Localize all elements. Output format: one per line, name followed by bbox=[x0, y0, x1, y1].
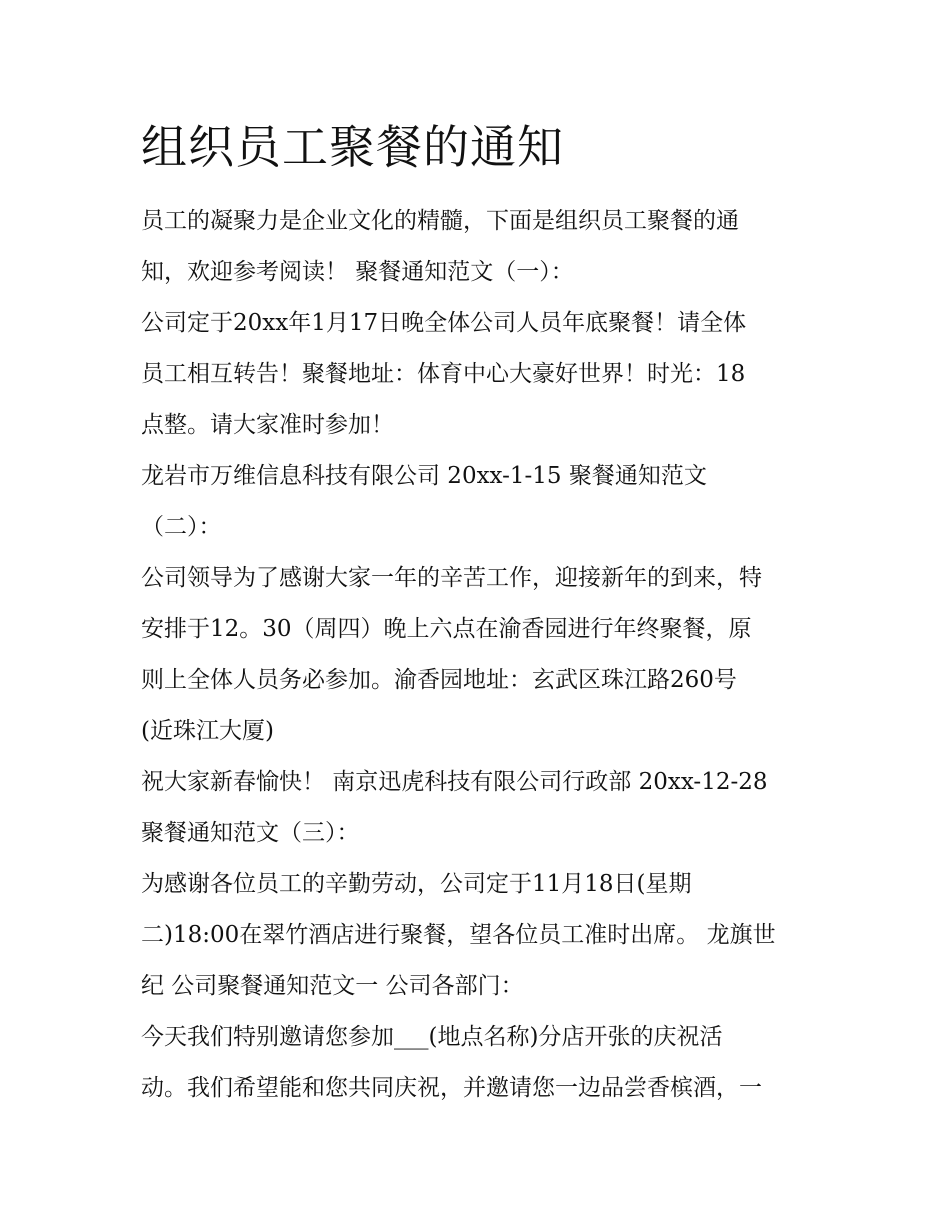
body-line: 公司定于20xx年1月17日晚全体公司人员年底聚餐！请全体 bbox=[141, 310, 747, 336]
document-title: 组织员工聚餐的通知 bbox=[141, 120, 564, 174]
body-line: 二)18:00在翠竹酒店进行聚餐，望各位员工准时出席。 龙旗世 bbox=[141, 922, 776, 948]
body-line: 聚餐通知范文（三）： bbox=[141, 820, 360, 846]
body-line: 祝大家新春愉快！ 南京迅虎科技有限公司行政部 20xx-12-28 bbox=[141, 769, 768, 795]
body-line: 公司领导为了感谢大家一年的辛苦工作，迎接新年的到来，特 bbox=[141, 565, 762, 591]
body-line: 员工的凝聚力是企业文化的精髓，下面是组织员工聚餐的通 bbox=[141, 208, 739, 234]
body-line: （二）： bbox=[141, 514, 222, 540]
body-line: 为感谢各位员工的辛勤劳动，公司定于11月18日(星期 bbox=[141, 871, 692, 897]
body-line: 点整。请大家准时参加！ bbox=[141, 412, 394, 438]
body-line: 则上全体人员务必参加。渝香园地址：玄武区珠江路260号 bbox=[141, 667, 737, 693]
body-line: 员工相互转告！聚餐地址：体育中心大豪好世界！时光：18 bbox=[141, 361, 746, 387]
body-line: 纪 公司聚餐通知范文一 公司各部门： bbox=[141, 973, 524, 999]
body-line: 动。我们希望能和您共同庆祝，并邀请您一边品尝香槟酒，一 bbox=[141, 1075, 762, 1101]
body-line: 知，欢迎参考阅读！ 聚餐通知范文（一）： bbox=[141, 259, 574, 285]
body-line: 今天我们特别邀请您参加___(地点名称)分店开张的庆祝活 bbox=[141, 1024, 723, 1050]
body-line: (近珠江大厦) bbox=[141, 718, 274, 744]
body-line: 安排于12。30（周四）晚上六点在渝香园进行年终聚餐，原 bbox=[141, 616, 752, 642]
document-body bbox=[141, 196, 821, 1114]
body-line: 龙岩市万维信息科技有限公司 20xx-1-15 聚餐通知范文 bbox=[141, 463, 707, 489]
